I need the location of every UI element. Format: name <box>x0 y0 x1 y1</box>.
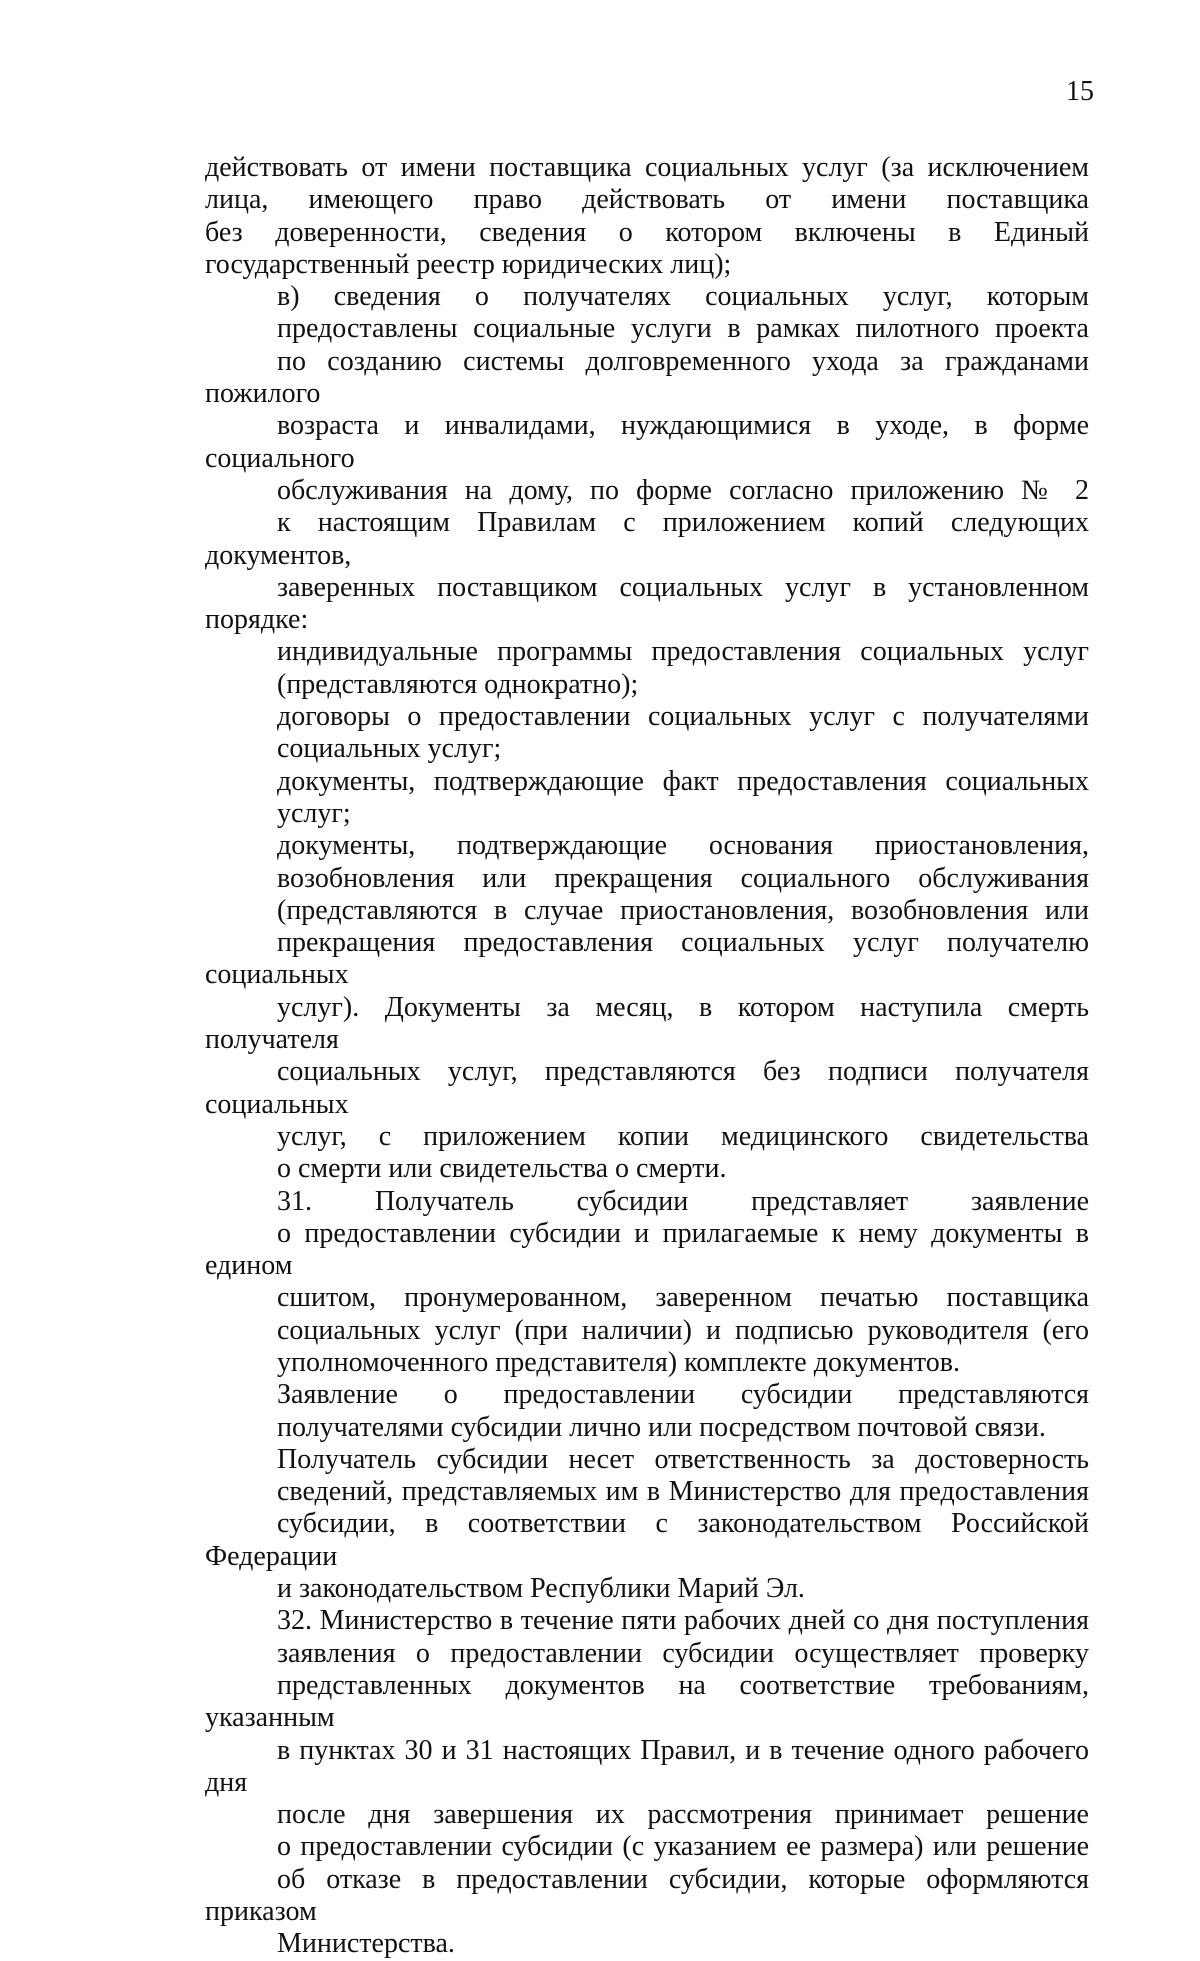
text-line: (представляются однократно); <box>277 668 639 700</box>
text-line: сведений, представляемых им в Министерство для предоставления <box>277 1476 1089 1508</box>
text-line: предоставлены социальные услуги в рамках пилотного проекта <box>277 313 1089 345</box>
text-line: социальных услуг; <box>277 733 502 765</box>
text-line: Получатель субсидии несет ответственность за достоверность <box>277 1443 1089 1475</box>
text-line: (представляются в случае приостановления, возобновления или <box>277 894 1089 926</box>
text-line: договоры о предоставлении социальных услуг с получателями <box>277 701 1089 733</box>
text-line: и законодательством Республики Марий Эл. <box>277 1573 805 1605</box>
paragraph <box>205 281 1089 636</box>
text-line: о предоставлении субсидии (с указанием ее размера) или решение <box>277 1831 1089 1863</box>
text-line: сшитом, пронумерованном, заверенном печатью поставщика <box>277 1282 1089 1314</box>
text-line: без доверенности, сведения о котором включены в Единый <box>205 216 1089 248</box>
text-line: о смерти или свидетельства о смерти. <box>277 1153 727 1185</box>
paragraph <box>205 1444 1089 1605</box>
paragraph <box>205 636 1089 701</box>
paragraph <box>205 152 1089 281</box>
text-line: обслуживания на дому, по форме согласно приложению № 2 <box>277 474 1089 506</box>
text-line: Министерства. <box>277 1928 455 1960</box>
text-line: прекращения предоставления социальных услуг получателю социальных <box>205 927 1089 991</box>
text-line: заявления о предоставлении субсидии осуществляет проверку <box>277 1637 1089 1669</box>
text-line: в пунктах 30 и 31 настоящих Правил, и в течение одного рабочего дня <box>205 1734 1089 1798</box>
text-line: по созданию системы долговременного ухода за гражданами пожилого <box>205 345 1089 410</box>
text-line: после дня завершения их рассмотрения принимает решение <box>277 1799 1089 1831</box>
text-line: о предоставлении субсидии и прилагаемые к нему документы в едином <box>205 1217 1089 1282</box>
text-line: субсидии, в соответствии с законодательством Российской Федерации <box>205 1508 1089 1572</box>
paragraph <box>205 701 1089 766</box>
text-line: в) сведения о получателях социальных услуг, которым <box>277 281 1089 313</box>
text-line: документы, подтверждающие основания приостановления, <box>277 830 1089 862</box>
text-line: социальных услуг (при наличии) и подписью руководителя (его <box>277 1314 1089 1346</box>
page-number: 15 <box>1066 76 1094 107</box>
document-body <box>205 152 1089 1961</box>
text-line: заверенных поставщиком социальных услуг в установленном порядке: <box>205 571 1089 636</box>
text-line: документы, подтверждающие факт предоставления социальных <box>277 765 1089 797</box>
text-line: получателями субсидии лично или посредством почтовой связи. <box>277 1411 1046 1443</box>
text-line: государственный реестр юридических лиц); <box>205 248 732 280</box>
text-line: 32. Министерство в течение пяти рабочих дней со дня поступления <box>277 1605 1089 1637</box>
paragraph <box>205 1186 1089 1380</box>
text-line: действовать от имени поставщика социальных услуг (за исключением <box>205 152 1089 183</box>
text-line: услуг; <box>277 797 351 829</box>
text-line: услуг, с приложением копии медицинского свидетельства <box>277 1120 1089 1152</box>
text-line: лица, имеющего право действовать от имени поставщика <box>205 184 1089 216</box>
paragraph <box>205 830 1089 1185</box>
text-line: индивидуальные программы предоставления социальных услуг <box>277 636 1089 668</box>
paragraph <box>205 1605 1089 1960</box>
text-line: социальных услуг, представляются без подписи получателя социальных <box>205 1056 1089 1120</box>
text-line: представленных документов на соответствие требованиям, указанным <box>205 1669 1089 1734</box>
text-line: 31. Получатель субсидии представляет заявление <box>277 1185 1089 1217</box>
paragraph <box>205 766 1089 831</box>
text-line: возобновления или прекращения социального обслуживания <box>277 862 1089 894</box>
text-line: возраста и инвалидами, нуждающимися в уходе, в форме социального <box>205 410 1089 474</box>
text-line: к настоящим Правилам с приложением копий следующих документов, <box>205 507 1089 571</box>
text-line: уполномоченного представителя) комплекте документов. <box>277 1346 961 1378</box>
text-line: услуг). Документы за месяц, в котором наступила смерть получателя <box>205 991 1089 1056</box>
text-line: об отказе в предоставлении субсидии, которые оформляются приказом <box>205 1863 1089 1928</box>
text-line: Заявление о предоставлении субсидии представляются <box>277 1379 1089 1411</box>
paragraph <box>205 1379 1089 1444</box>
